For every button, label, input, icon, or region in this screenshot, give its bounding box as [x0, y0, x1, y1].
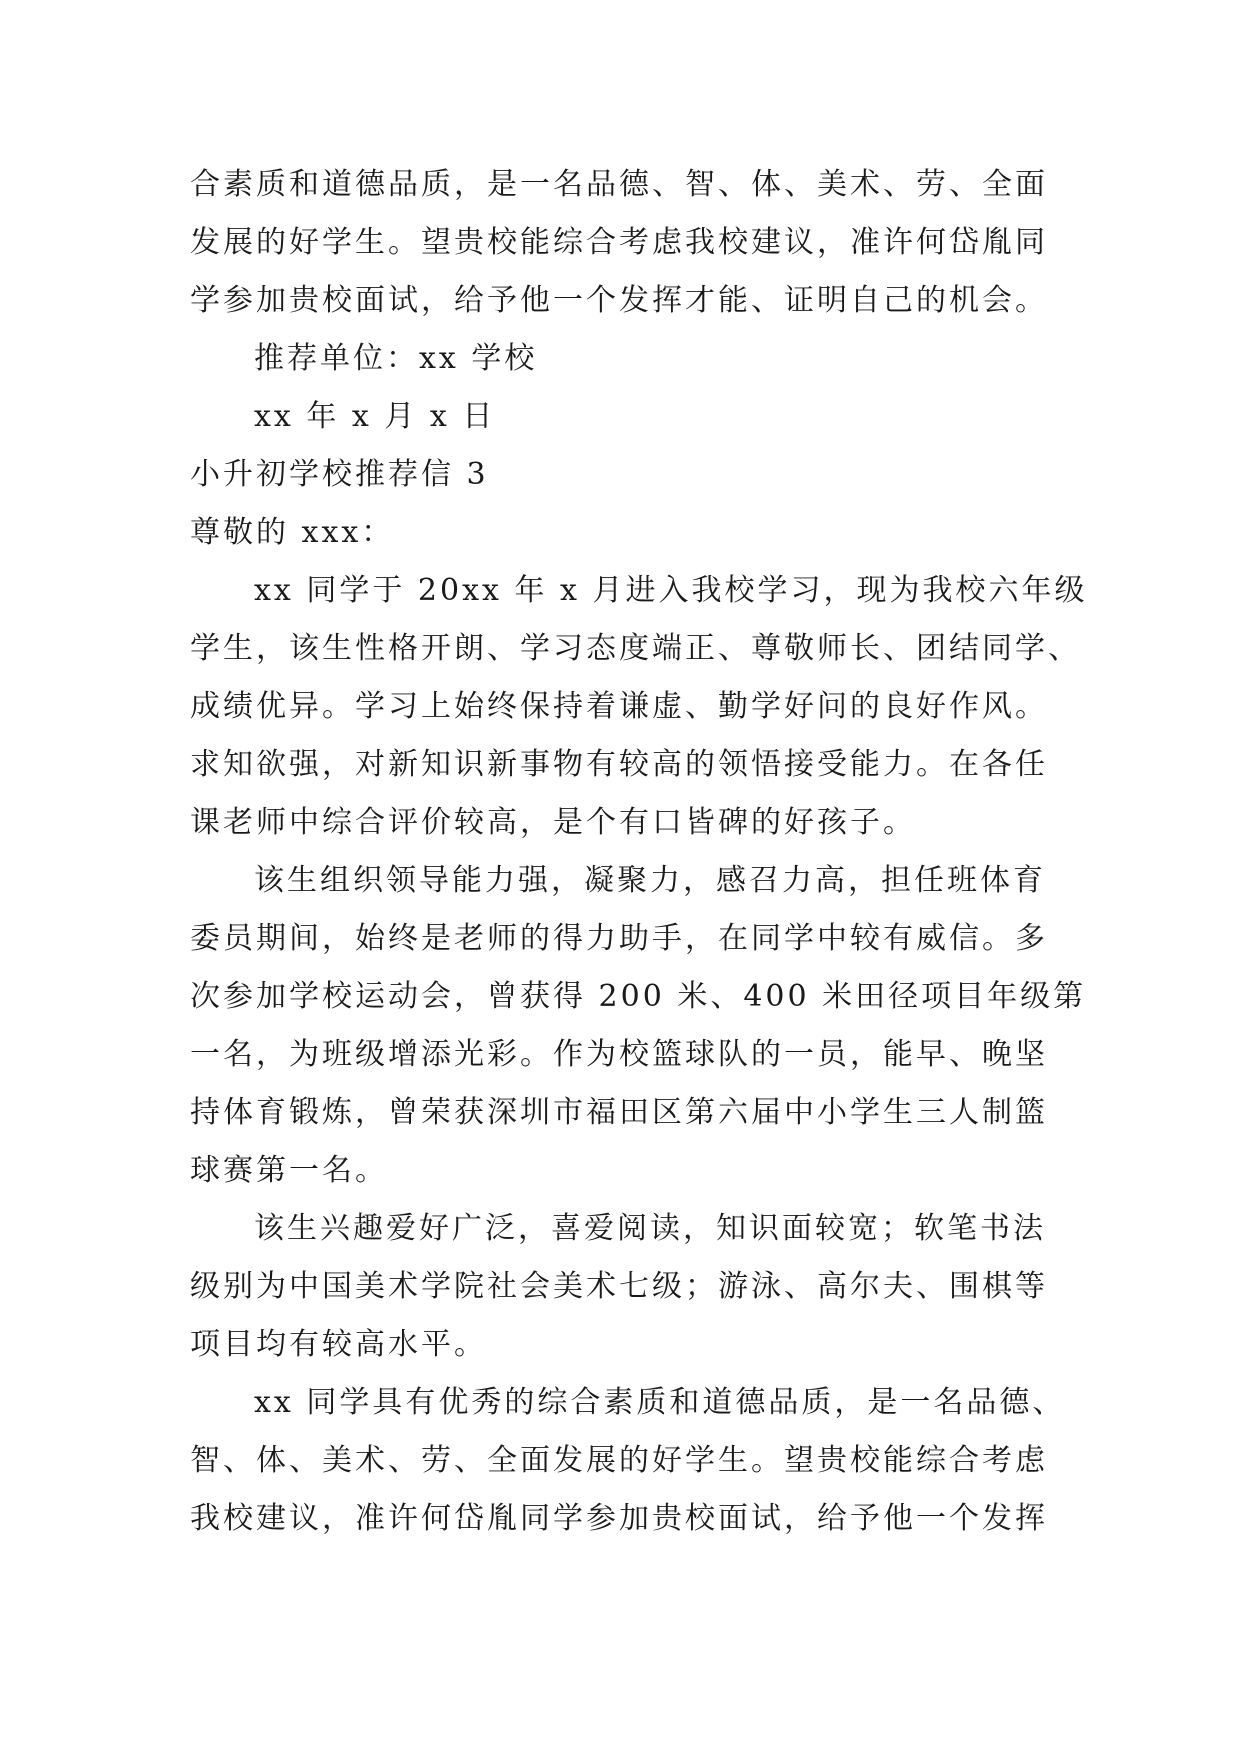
- text-line: 级别为中国美术学院社会美术七级；游泳、高尔夫、围棋等: [190, 1269, 1048, 1304]
- text-line: 次参加学校运动会，曾获得 200 米、400 米田径项目年级第: [190, 979, 1087, 1014]
- text-line: 合素质和道德品质，是一名品德、智、体、美术、劳、全面: [190, 167, 1048, 202]
- text-line: 我校建议，准许何岱胤同学参加贵校面试，给予他一个发挥: [190, 1501, 1048, 1536]
- text-line: 委员期间，始终是老师的得力助手，在同学中较有威信。多: [190, 921, 1048, 956]
- text-line: 学参加贵校面试，给予他一个发挥才能、证明自己的机会。: [190, 283, 1048, 318]
- letter-title: 小升初学校推荐信 3: [190, 457, 489, 492]
- text-line: 发展的好学生。望贵校能综合考虑我校建议，准许何岱胤同: [190, 225, 1048, 260]
- document-body: [190, 156, 1088, 1548]
- text-line: xx 同学具有优秀的综合素质和道德品质，是一名品德、: [254, 1385, 1066, 1420]
- text-line: 求知欲强，对新知识新事物有较高的领悟接受能力。在各任: [190, 747, 1048, 782]
- text-line: xx 同学于 20xx 年 x 月进入我校学习，现为我校六年级: [254, 573, 1088, 608]
- text-line: 一名，为班级增添光彩。作为校篮球队的一员，能早、晚坚: [190, 1037, 1048, 1072]
- text-line: 学生，该生性格开朗、学习态度端正、尊敬师长、团结同学、: [190, 631, 1081, 666]
- text-line: 课老师中综合评价较高，是个有口皆碑的好孩子。: [190, 805, 916, 840]
- text-line: 该生兴趣爱好广泛，喜爱阅读，知识面较宽；软笔书法: [254, 1211, 1046, 1246]
- date-line: xx 年 x 月 x 日: [254, 399, 496, 434]
- text-line: 项目均有较高水平。: [190, 1327, 487, 1362]
- text-line: 持体育锻炼，曾荣获深圳市福田区第六届中小学生三人制篮: [190, 1095, 1048, 1130]
- recommending-unit: 推荐单位：xx 学校: [254, 341, 538, 376]
- text-line: 球赛第一名。: [190, 1153, 388, 1188]
- text-line: 该生组织领导能力强，凝聚力，感召力高，担任班体育: [254, 863, 1046, 898]
- text-line: 智、体、美术、劳、全面发展的好学生。望贵校能综合考虑: [190, 1443, 1048, 1478]
- text-line: 成绩优异。学习上始终保持着谦虚、勤学好问的良好作风。: [190, 689, 1048, 724]
- salutation: 尊敬的 xxx：: [190, 515, 395, 550]
